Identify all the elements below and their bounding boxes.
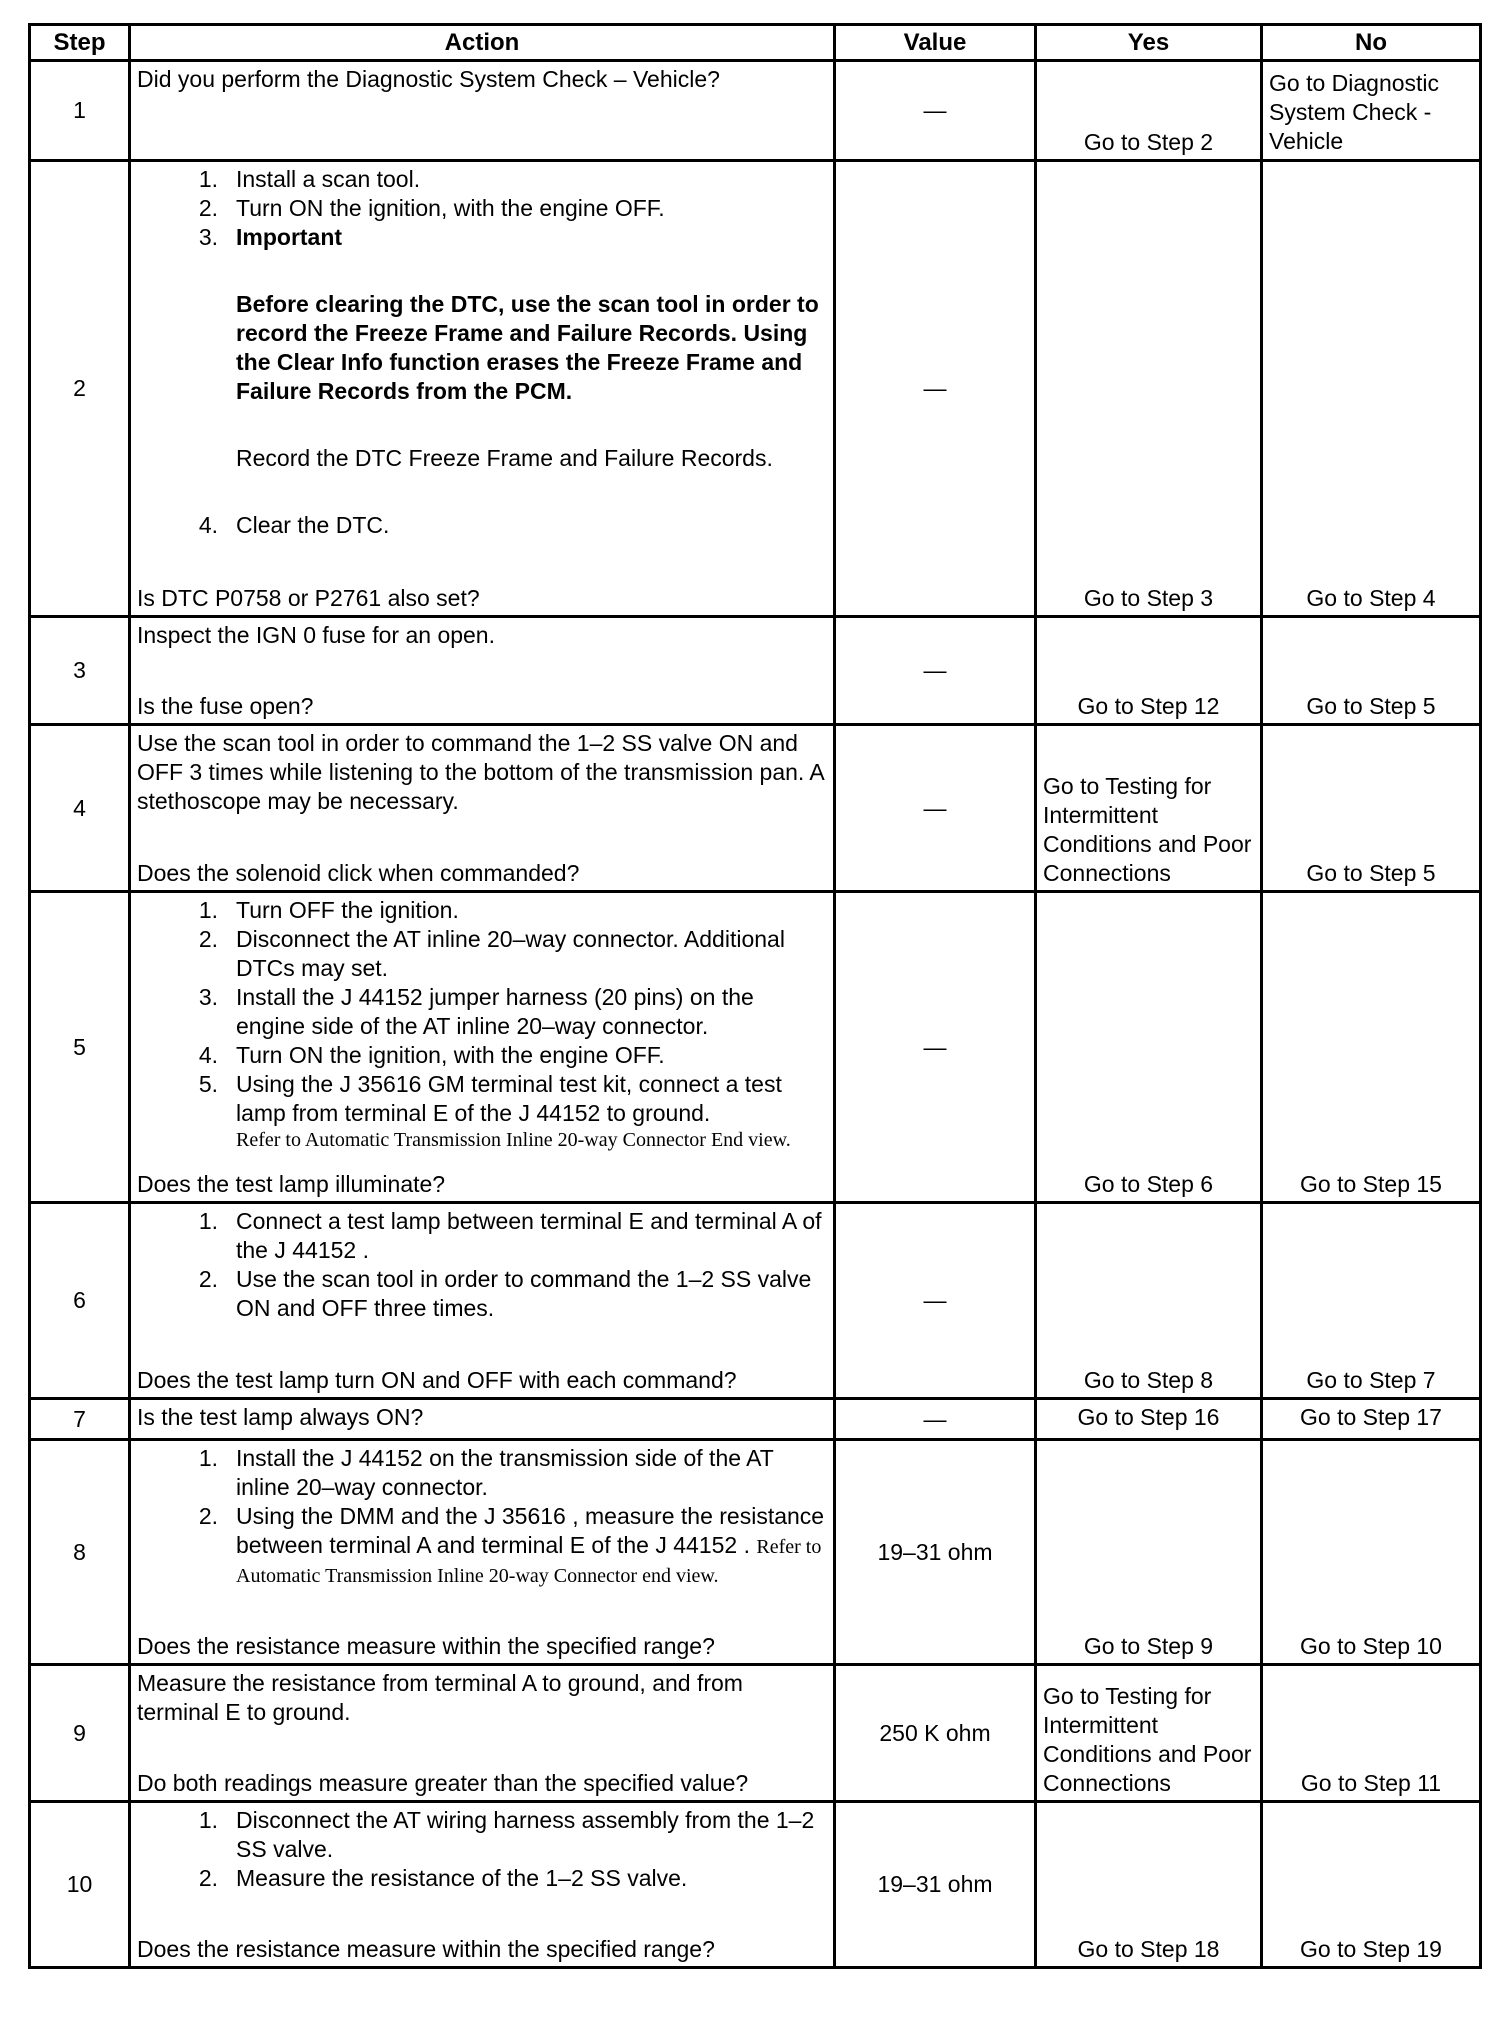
no-cell — [1262, 161, 1481, 617]
question-text: Is DTC P0758 or P2761 also set? — [137, 585, 480, 611]
no-cell — [1262, 61, 1481, 161]
value-cell: 19–31 ohm — [835, 1802, 1036, 1968]
value-cell: — — [835, 1203, 1036, 1399]
table-row — [30, 725, 1481, 892]
list-item: 2. Using the DMM and the J 35616 , measure the resistance between terminal A and terminal E of the J 44152 . Refer to Automatic Transmission Inline 20-way Connector end view. — [198, 1503, 825, 1587]
yes-link[interactable]: Go to Step 2 — [1083, 129, 1214, 155]
list-item: 5. Using the J 35616 GM terminal test kit, connect a test lamp from terminal E of the J 44152 to ground. Refer to Automatic Transmission Inline 20-way Connector End view. — [137, 1070, 827, 1152]
diagnostic-table — [28, 23, 1482, 1969]
no-cell — [1262, 725, 1481, 892]
action-text: Inspect the IGN 0 fuse for an open. — [137, 622, 495, 648]
procedure-list — [137, 1806, 827, 1893]
list-item: 2. Turn ON the ignition, with the engine OFF. — [198, 195, 665, 221]
no-link[interactable]: Go to Step 11 — [1300, 1770, 1442, 1796]
step-number: 3 — [30, 617, 130, 725]
action-cell — [130, 725, 835, 892]
reference-note[interactable]: Refer to Automatic Transmission Inline 20-way Connector End view. — [236, 1129, 791, 1151]
yes-link[interactable]: Go to Testing for Intermittent Conditions and Poor Connections — [1043, 773, 1252, 886]
yes-cell — [1036, 1203, 1262, 1399]
table-row — [30, 1399, 1481, 1440]
value-cell: — — [835, 892, 1036, 1203]
no-link[interactable]: Go to Step 10 — [1300, 1633, 1442, 1659]
value-cell: — — [835, 61, 1036, 161]
header-value: Value — [835, 25, 1036, 61]
no-link[interactable]: Go to Diagnostic System Check - Vehicle — [1269, 70, 1440, 154]
list-item: 4. Clear the DTC. — [198, 512, 390, 538]
yes-cell — [1036, 617, 1262, 725]
yes-cell — [1036, 161, 1262, 617]
step-number: 8 — [30, 1440, 130, 1665]
yes-cell — [1036, 1802, 1262, 1968]
header-no: No — [1262, 25, 1481, 61]
no-cell — [1262, 1440, 1481, 1665]
list-item: 1. Install the J 44152 on the transmission side of the AT inline 20–way connector. — [198, 1445, 774, 1500]
yes-link[interactable]: Go to Step 16 — [1077, 1404, 1220, 1430]
action-cell — [130, 1399, 835, 1440]
procedure-list — [137, 1207, 827, 1323]
step-number: 9 — [30, 1665, 130, 1802]
action-cell — [130, 161, 835, 617]
table-row — [30, 892, 1481, 1203]
value-cell: — — [835, 725, 1036, 892]
step-number: 7 — [30, 1399, 130, 1440]
action-cell — [130, 1665, 835, 1802]
no-cell — [1262, 1399, 1481, 1440]
list-item: 4. Turn ON the ignition, with the engine OFF. — [198, 1042, 665, 1068]
yes-cell — [1036, 1399, 1262, 1440]
list-item: 1. Install a scan tool. — [198, 166, 421, 192]
action-cell — [130, 1440, 835, 1665]
no-link[interactable]: Go to Step 19 — [1300, 1936, 1442, 1962]
step-number: 1 — [30, 61, 130, 161]
header-yes: Yes — [1036, 25, 1262, 61]
table-row — [30, 1440, 1481, 1665]
question-text: Does the solenoid click when commanded? — [137, 860, 580, 886]
no-cell — [1262, 892, 1481, 1203]
yes-link[interactable]: Go to Step 18 — [1077, 1936, 1220, 1962]
record-note: Record the DTC Freeze Frame and Failure Records. — [236, 445, 773, 471]
step-number: 5 — [30, 892, 130, 1203]
action-text: Did you perform the Diagnostic System Check – Vehicle? — [137, 66, 720, 92]
step-number: 6 — [30, 1203, 130, 1399]
action-text: Measure the resistance from terminal A to ground, and from terminal E to ground. — [137, 1670, 743, 1725]
procedure-list — [137, 165, 827, 540]
question-text: Does the resistance measure within the specified range? — [137, 1633, 715, 1659]
header-row — [30, 25, 1481, 61]
action-cell — [130, 617, 835, 725]
no-link[interactable]: Go to Step 5 — [1306, 693, 1436, 719]
question-text: Is the test lamp always ON? — [137, 1404, 424, 1430]
no-cell — [1262, 1802, 1481, 1968]
value-cell: 250 K ohm — [835, 1665, 1036, 1802]
yes-link[interactable]: Go to Step 12 — [1077, 693, 1220, 719]
yes-cell — [1036, 725, 1262, 892]
question-text: Do both readings measure greater than the specified value? — [137, 1770, 749, 1796]
table-row — [30, 161, 1481, 617]
no-cell — [1262, 1665, 1481, 1802]
table-row — [30, 1203, 1481, 1399]
header-action: Action — [130, 25, 835, 61]
question-text: Is the fuse open? — [137, 693, 314, 719]
table-row — [30, 1665, 1481, 1802]
step-number: 10 — [30, 1802, 130, 1968]
no-link[interactable]: Go to Step 17 — [1300, 1404, 1442, 1430]
important-label: Important — [236, 224, 343, 250]
list-item: 3. Install the J 44152 jumper harness (20 pins) on the engine side of the AT inline 20–way connector. — [198, 984, 754, 1039]
reference-note[interactable]: Refer to Automatic Transmission Inline 20-way Connector end view. — [236, 1536, 822, 1587]
action-text: Use the scan tool in order to command the 1–2 SS valve ON and OFF 3 times while listening to the bottom of the transmission pan. A stethoscope may be necessary. — [137, 730, 824, 814]
action-cell — [130, 1203, 835, 1399]
list-item: 2. Disconnect the AT inline 20–way connector. Additional DTCs may set. — [198, 926, 785, 981]
yes-link[interactable]: Go to Step 8 — [1083, 1367, 1214, 1393]
no-link[interactable]: Go to Step 4 — [1306, 585, 1436, 611]
value-cell: — — [835, 1399, 1036, 1440]
value-cell: — — [835, 617, 1036, 725]
table-row — [30, 1802, 1481, 1968]
action-cell — [130, 1802, 835, 1968]
step-number: 2 — [30, 161, 130, 617]
list-item: 1. Connect a test lamp between terminal E and terminal A of the J 44152 . — [198, 1208, 822, 1263]
no-link[interactable]: Go to Step 15 — [1300, 1171, 1442, 1197]
procedure-list — [137, 1444, 827, 1589]
yes-link[interactable]: Go to Testing for Intermittent Conditions and Poor Connections — [1043, 1683, 1252, 1796]
yes-link[interactable]: Go to Step 3 — [1083, 585, 1214, 611]
important-note: Before clearing the DTC, use the scan tool in order to record the Freeze Frame and Failure Records. Using the Clear Info function erases the Freeze Frame and Failure Records from the PCM. — [236, 291, 819, 404]
question-text: Does the test lamp turn ON and OFF with each command? — [137, 1367, 737, 1393]
value-cell: 19–31 ohm — [835, 1440, 1036, 1665]
list-item: 2. Measure the resistance of the 1–2 SS valve. — [198, 1865, 688, 1891]
no-cell — [1262, 1203, 1481, 1399]
procedure-list — [137, 896, 827, 1152]
list-item: 2. Use the scan tool in order to command the 1–2 SS valve ON and OFF three times. — [198, 1266, 812, 1321]
action-cell — [130, 892, 835, 1203]
yes-cell — [1036, 1665, 1262, 1802]
yes-link[interactable]: Go to Step 6 — [1083, 1171, 1214, 1197]
yes-cell — [1036, 1440, 1262, 1665]
list-item: 1. Turn OFF the ignition. — [198, 897, 459, 923]
header-step: Step — [30, 25, 130, 61]
yes-cell — [1036, 892, 1262, 1203]
no-link[interactable]: Go to Step 7 — [1306, 1367, 1436, 1393]
step-number: 4 — [30, 725, 130, 892]
no-cell — [1262, 617, 1481, 725]
yes-link[interactable]: Go to Step 9 — [1083, 1633, 1214, 1659]
list-item: 1. Disconnect the AT wiring harness assembly from the 1–2 SS valve. — [198, 1807, 815, 1862]
list-item: 3. Important Before clearing the DTC, use the scan tool in order to record the Freeze Frame and Failure Records. Using the Clear Info function erases the Freeze Frame and Failure Records from the PCM. Record the DTC Freeze Frame and Failure Records. — [137, 223, 827, 473]
table-row — [30, 617, 1481, 725]
question-text: Does the test lamp illuminate? — [137, 1171, 446, 1197]
value-cell: — — [835, 161, 1036, 617]
yes-cell — [1036, 61, 1262, 161]
action-cell — [130, 61, 835, 161]
no-link[interactable]: Go to Step 5 — [1306, 860, 1436, 886]
question-text: Does the resistance measure within the specified range? — [137, 1936, 715, 1962]
table-row — [30, 61, 1481, 161]
